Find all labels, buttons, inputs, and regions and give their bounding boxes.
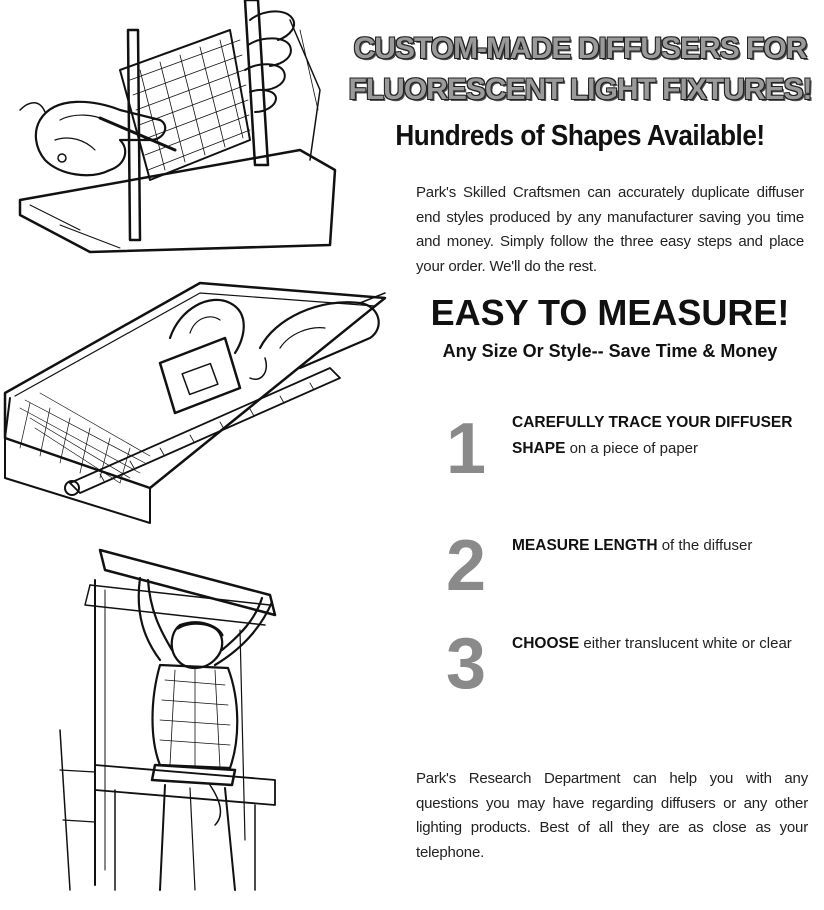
step-1-number: 1 <box>445 409 487 489</box>
easy-to-measure-subtitle: Any Size Or Style-- Save Time & Money <box>442 341 778 361</box>
hand-tracing-diffuser-illustration <box>0 0 345 258</box>
step-3-number: 3 <box>445 624 487 704</box>
subheadline: Hundreds of Shapes Available! <box>395 120 765 152</box>
step-3-bold: CHOOSE <box>512 635 580 652</box>
step-1-text <box>512 410 812 462</box>
step-2-number: 2 <box>445 526 487 606</box>
headline-line-1: CUSTOM-MADE DIFFUSERS FOR <box>353 32 807 65</box>
step-1-bold: CAREFULLY TRACE YOUR DIFFUSER SHAPE <box>512 414 793 457</box>
closing-paragraph: Park's Research Department can help you with any questions you may have regarding diffusers or any other lighting products. Best of all they are as close as your telephone. <box>416 770 808 861</box>
tape-measure-diffuser-illustration <box>0 278 390 533</box>
step-3-rest: either translucent white or clear <box>579 635 792 652</box>
intro-paragraph: Park's Skilled Craftsmen can accurately duplicate diffuser end styles produced by any manufacturer saving you time and money. Simply follow the three easy steps and place your order. We'll do the rest. <box>416 184 804 275</box>
step-2-text <box>512 533 812 559</box>
step-1-rest: on a piece of paper <box>565 440 699 457</box>
step-2-bold: MEASURE LENGTH <box>512 537 658 554</box>
easy-to-measure-title: EASY TO MEASURE! <box>430 292 790 333</box>
step-3-text <box>512 631 812 657</box>
man-installing-diffuser-illustration <box>0 540 290 900</box>
step-2-rest: of the diffuser <box>657 537 753 554</box>
headline-line-2: FLUORESCENT LIGHT FIXTURES! <box>348 73 812 106</box>
